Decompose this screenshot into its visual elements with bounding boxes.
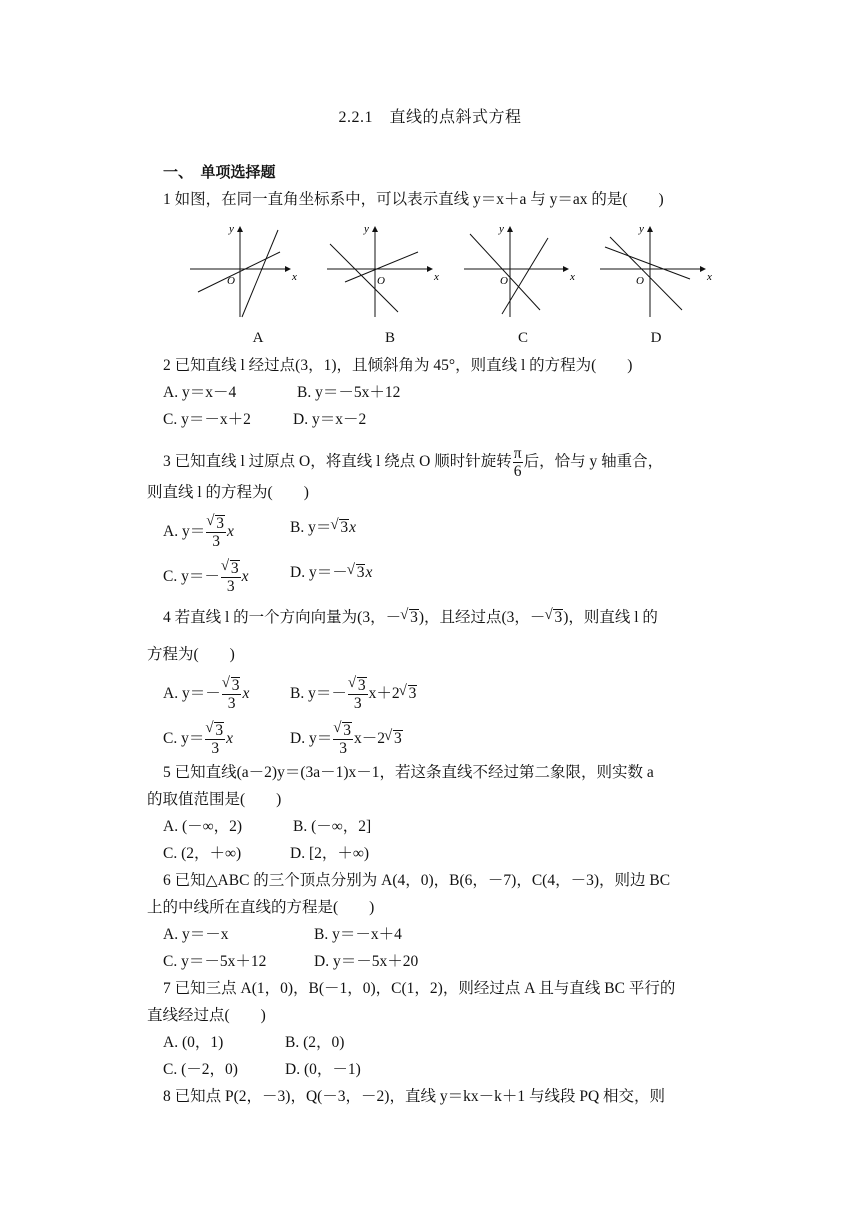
svg-text:x: x (292, 271, 297, 283)
question-6-text: 6 已知△ABC 的三个顶点分别为 A(4，0)，B(6，－7)，C(4，－3)，则边 BC (163, 872, 671, 889)
line-y-eq-x-plus-a (242, 230, 278, 317)
question-2-option-a: A. y＝x－4 (163, 384, 237, 401)
question-3-option-b: B. y＝√ 3x (290, 518, 356, 538)
svg-text:x: x (570, 271, 575, 283)
question-5-text: 5 已知直线(a－2)y＝(3a－1)x－1，若这条直线不经过第二象限，则实数 a (163, 764, 654, 781)
svg-text:x: x (434, 271, 439, 283)
svg-text:y: y (499, 223, 504, 235)
line-b1 (330, 244, 398, 312)
question-7-text-line-2: 直线经过点( ) (147, 1007, 266, 1024)
question-2-option-c: C. y＝－x＋2 (163, 411, 251, 428)
question-7-option-d: D. (0，－1) (285, 1061, 361, 1078)
question-5-text-line-2: 的取值范围是( ) (147, 791, 282, 808)
question-7-option-a: A. (0，1) (163, 1034, 224, 1051)
question-2-option-b: B. y＝－5x＋12 (297, 384, 401, 401)
question-8-text: 8 已知点 P(2，－3)，Q(－3，－2)，直线 y＝kx－k＋1 与线段 PQ 相交，则 (163, 1088, 666, 1105)
question-3-text-line-2: 则直线 l 的方程为( ) (147, 484, 309, 501)
question-6-option-d: D. y＝－5x＋20 (314, 953, 419, 970)
question-3-option-a: A. y＝ √ $\frac{3}{3}$ x (163, 515, 234, 550)
graph-b (327, 227, 432, 317)
question-5-option-c: C. (2，＋∞) (163, 845, 242, 862)
svg-text:y: y (364, 223, 369, 235)
question-4-option-c: C. y＝ √ $\frac{3}{3}$ x (163, 722, 233, 757)
question-3-option-d: D. y＝－√ 3x (290, 563, 372, 583)
svg-text:y: y (229, 223, 234, 235)
question-7-text: 7 已知三点 A(1，0)，B(－1，0)，C(1，2)，则经过点 A 且与直线 BC 平行的 (163, 980, 676, 997)
question-4-option-b: B. y＝－ √ $\frac{3}{3}$ x＋2√ 3 (290, 677, 417, 712)
question-1-text: 1 如图，在同一直角坐标系中，可以表示直线 y＝x＋a 与 y＝ax 的是( ) (163, 191, 664, 208)
question-2-option-d: D. y＝x－2 (293, 411, 367, 428)
question-2-text: 2 已知直线 l 经过点(3，1)，且倾斜角为 45°，则直线 l 的方程为( ) (163, 357, 633, 374)
graph-c (464, 227, 568, 317)
graph-label-c: C (517, 330, 528, 346)
question-1-graphs (180, 222, 720, 322)
question-4-text: 4 若直线 l 的一个方向向量为(3，－√ 3)，且经过点(3，－√ 3)，则直线 l 的 (163, 608, 658, 628)
line-y-eq-ax (198, 252, 280, 292)
line-d2 (605, 247, 690, 279)
graph-d (600, 227, 705, 317)
section-heading: 一、 单项选择题 (163, 163, 276, 181)
question-5-option-d: D. [2，＋∞) (290, 845, 370, 862)
question-6-option-b: B. y＝－x＋4 (314, 926, 402, 943)
line-d1 (610, 237, 682, 310)
svg-text:O: O (227, 275, 235, 287)
question-4-text-line-2: 方程为( ) (147, 646, 235, 663)
question-4-option-d: D. y＝ √ $\frac{3}{3}$ x－2√ 3 (290, 722, 403, 757)
question-6-text-line-2: 上的中线所在直线的方程是( ) (147, 899, 375, 916)
question-5-option-b: B. (－∞，2] (293, 818, 372, 835)
line-c1 (470, 234, 540, 310)
svg-text:y: y (639, 223, 644, 235)
question-7-option-c: C. (－2，0) (163, 1061, 238, 1078)
page-title: 2.2.1 直线的点斜式方程 (338, 109, 522, 126)
graph-a (190, 227, 290, 317)
svg-text:O: O (636, 275, 644, 287)
question-6-option-c: C. y＝－5x＋12 (163, 953, 267, 970)
graph-label-b: B (384, 330, 395, 346)
question-4-option-a: A. y＝－ √ $\frac{3}{3}$ x (163, 677, 249, 712)
svg-text:O: O (500, 275, 508, 287)
question-3-text: 3 已知直线 l 过原点 O，将直线 l 绕点 O 顺时针旋转 $\frac{\pi}{6}$ 后，恰与 y 轴重合， (163, 445, 664, 480)
svg-text:O: O (377, 275, 385, 287)
question-6-option-a: A. y＝－x (163, 926, 229, 943)
graph-label-a: A (252, 330, 264, 346)
question-5-option-a: A. (－∞，2) (163, 818, 243, 835)
question-3-option-c: C. y＝－ √ $\frac{3}{3}$ x (163, 560, 248, 595)
fraction-pi-over-6: $\frac{\pi}{6}$ (513, 445, 522, 480)
question-7-option-b: B. (2，0) (285, 1034, 345, 1051)
svg-text:x: x (707, 271, 712, 283)
graph-label-d: D (650, 330, 662, 346)
